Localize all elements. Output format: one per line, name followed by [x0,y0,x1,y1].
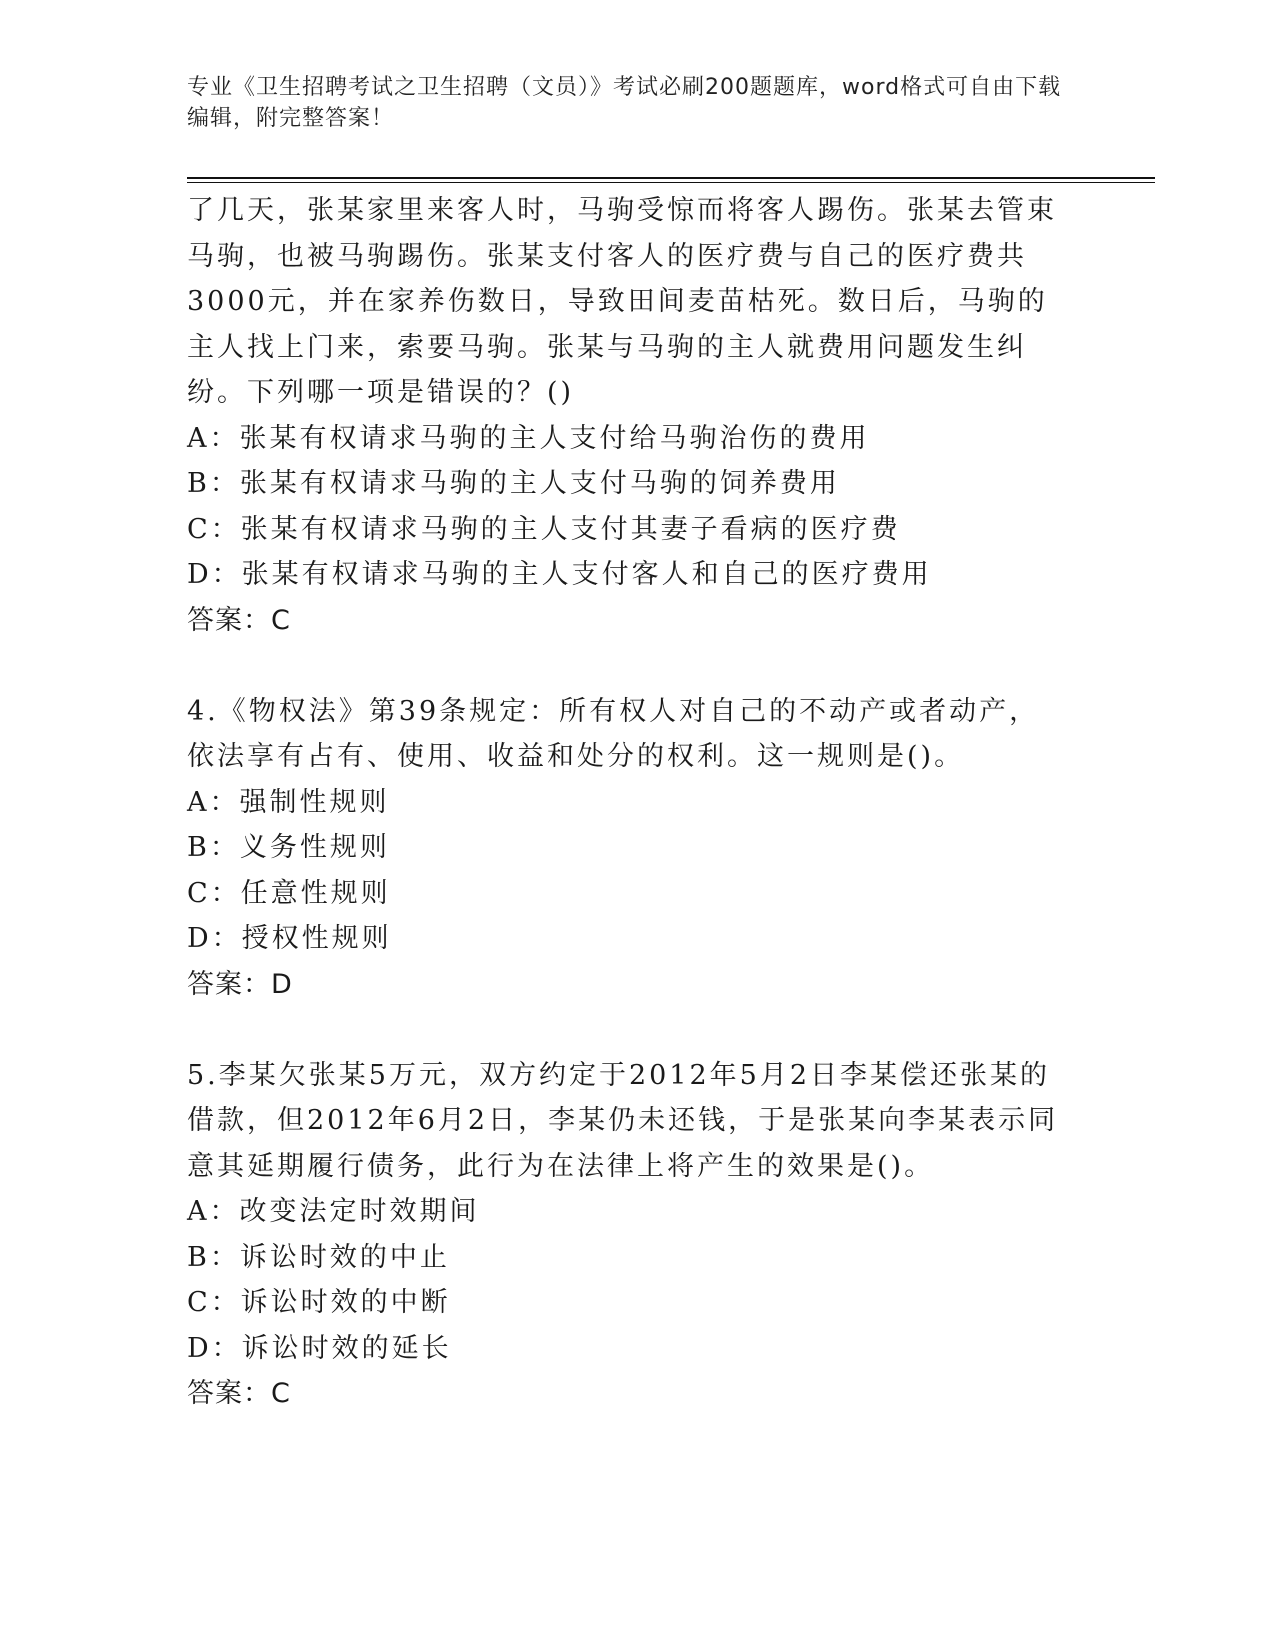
answer: 答案：D [187,968,293,1000]
question-stem: 4.《物权法》第39条规定：所有权人对自己的不动产或者动产，依法享有占有、使用、收益和处分的权利。这一规则是()。 [187,695,1040,772]
option-c: C：任意性规则 [187,877,391,909]
spacer [187,643,1067,689]
option-b: B：张某有权请求马驹的主人支付马驹的饲养费用 [187,468,840,499]
question-stem: 了几天，张某家里来客人时，马驹受惊而将客人踢伤。张某去管束马驹，也被马驹踢伤。张某支付客人的医疗费与自己的医疗费共3000元，并在家养伤数日，导致田间麦苗枯死。数日后，马驹的主人找上门来，索要马驹。张某与马驹的主人就费用问题发生纠纷。下列哪一项是错误的？() [187,195,1057,408]
question-4 [187,689,1067,1008]
option-a: A：改变法定时效期间 [187,1196,480,1227]
option-d: D：张某有权请求马驹的主人支付客人和自己的医疗费用 [187,559,932,590]
question-5 [187,1053,1067,1417]
option-c: C：诉讼时效的中断 [187,1287,451,1318]
document-header: 专业《卫生招聘考试之卫生招聘（文员）》考试必刷200题题库，word格式可自由下载编辑，附完整答案！ [187,75,1062,131]
answer: 答案：C [187,604,291,636]
header-rule-thick [187,177,1155,179]
question-stem: 5.李某欠张某5万元，双方约定于2012年5月2日李某偿还张某的借款，但2012年6月2日，李某仍未还钱，于是张某向李某表示同意其延期履行债务，此行为在法律上将产生的效果是()。 [187,1059,1059,1182]
option-a: A：张某有权请求马驹的主人支付给马驹治伤的费用 [187,422,870,454]
option-a: A：强制性规则 [187,786,390,818]
header-rule-thin [187,182,1155,183]
question-3 [187,188,1067,643]
answer: 答案：C [187,1378,291,1409]
option-b: B：诉讼时效的中止 [187,1241,450,1273]
option-d: D：授权性规则 [187,923,392,954]
option-d: D：诉讼时效的延长 [187,1332,452,1364]
document-body [187,188,1067,1417]
spacer [187,1007,1067,1053]
option-c: C：张某有权请求马驹的主人支付其妻子看病的医疗费 [187,513,901,545]
option-b: B：义务性规则 [187,832,390,863]
